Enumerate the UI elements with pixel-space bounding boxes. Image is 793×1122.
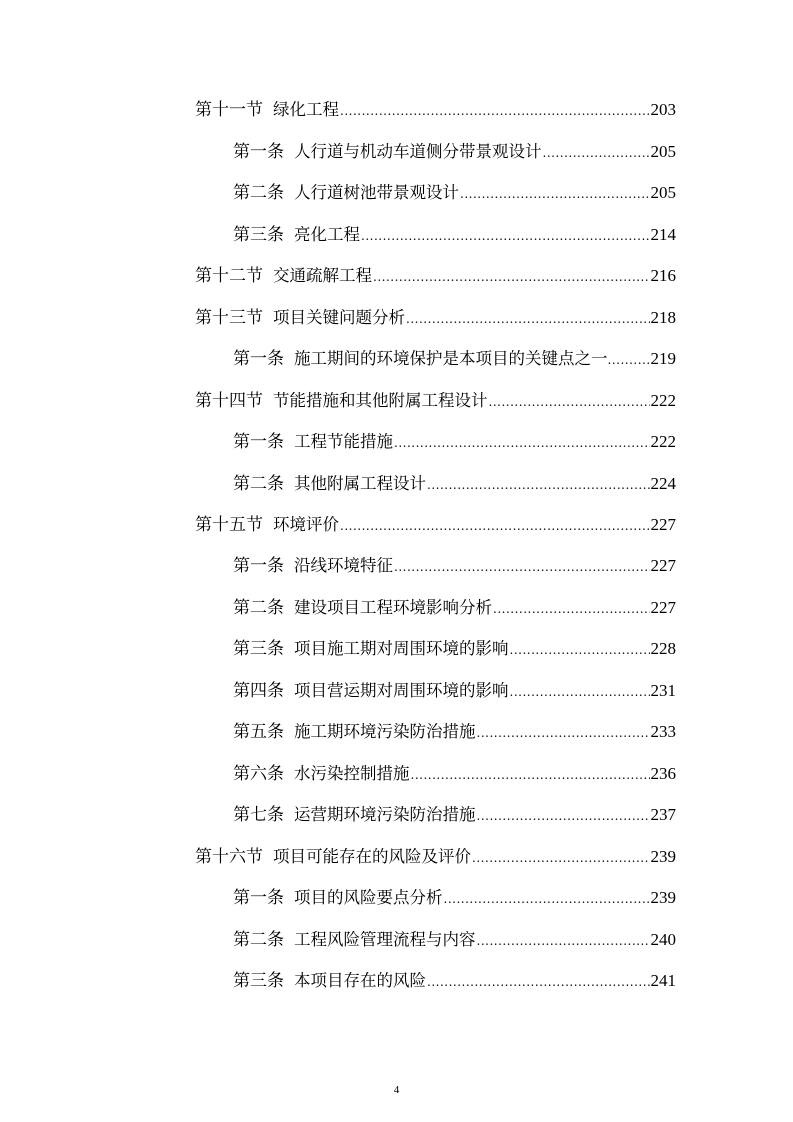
toc-entry-number: 第十四节 [195, 391, 263, 411]
dot-leader [510, 677, 650, 707]
toc-entry[interactable] [233, 137, 676, 167]
toc-entry-page: 219 [650, 349, 676, 368]
toc-entry-number: 第三条 [233, 225, 284, 245]
dot-leader [361, 221, 650, 251]
toc-entry[interactable] [233, 759, 676, 789]
toc-entry[interactable] [233, 717, 676, 747]
toc-entry-page: 241 [650, 971, 676, 990]
toc-entry-number: 第六条 [233, 764, 284, 784]
toc-entry-number: 第一条 [233, 349, 284, 369]
toc-entry-page: 227 [650, 515, 676, 534]
toc-entry[interactable] [233, 883, 676, 913]
toc-entry-number: 第一条 [233, 888, 284, 908]
toc-entry-title: 项目关键问题分析 [273, 308, 405, 327]
toc-entry[interactable] [233, 966, 676, 996]
dot-leader [489, 387, 650, 417]
toc-entry-number: 第十二节 [195, 266, 263, 286]
dot-leader [477, 801, 650, 831]
dot-leader [444, 884, 650, 914]
toc-entry-page: 239 [650, 847, 676, 866]
toc-entry[interactable] [233, 427, 676, 457]
toc-entry[interactable] [233, 593, 676, 623]
toc-entry-number: 第十三节 [195, 308, 263, 328]
toc-entry[interactable] [195, 842, 676, 872]
toc-entry-title: 人行道树池带景观设计 [294, 183, 459, 202]
toc-entry-number: 第十五节 [195, 515, 263, 535]
toc-entry-page: 222 [650, 391, 676, 410]
toc-entry[interactable] [233, 634, 676, 664]
toc-entry-page: 228 [650, 639, 676, 658]
toc-entry-page: 205 [650, 183, 676, 202]
dot-leader [394, 552, 650, 582]
toc-entry-page: 239 [650, 888, 676, 907]
toc-entry-number: 第七条 [233, 805, 284, 825]
toc-entry[interactable] [195, 510, 676, 540]
toc-entry[interactable] [233, 178, 676, 208]
dot-leader [477, 926, 650, 956]
toc-entry-title: 施工期环境污染防治措施 [294, 722, 476, 741]
dot-leader [406, 304, 650, 334]
toc-entry-title: 工程风险管理流程与内容 [294, 930, 476, 949]
dot-leader [411, 760, 650, 790]
toc-entry-title: 沿线环境特征 [294, 556, 393, 575]
toc-entry-title: 绿化工程 [273, 100, 339, 119]
toc-entry-page: 203 [650, 100, 676, 119]
toc-entry-title: 其他附属工程设计 [294, 474, 426, 493]
toc-entry-number: 第三条 [233, 971, 284, 991]
toc-entry[interactable] [195, 303, 676, 333]
dot-leader [608, 345, 651, 375]
dot-leader [472, 843, 650, 873]
toc-entry-title: 施工期间的环境保护是本项目的关键点之一 [294, 349, 608, 368]
dot-leader [510, 635, 650, 665]
toc-entry[interactable] [233, 676, 676, 706]
dot-leader [394, 428, 650, 458]
toc-entry-title: 人行道与机动车道侧分带景观设计 [294, 142, 542, 161]
toc-entry-title: 本项目存在的风险 [294, 971, 426, 990]
toc-entry-page: 240 [650, 930, 676, 949]
toc-entry[interactable] [195, 95, 676, 125]
dot-leader [543, 138, 650, 168]
toc-entry-title: 工程节能措施 [294, 432, 393, 451]
toc-entry-page: 227 [650, 556, 676, 575]
dot-leader [340, 96, 650, 126]
toc-entry-number: 第四条 [233, 681, 284, 701]
toc-entry-title: 节能措施和其他附属工程设计 [273, 391, 488, 410]
toc-entry-page: 216 [650, 266, 676, 285]
toc-entry[interactable] [233, 469, 676, 499]
dot-leader [427, 967, 650, 997]
toc-entry-page: 218 [650, 308, 676, 327]
toc-entry-number: 第一条 [233, 142, 284, 162]
toc-entry-number: 第三条 [233, 639, 284, 659]
toc-entry-page: 214 [650, 225, 676, 244]
toc-entry-number: 第一条 [233, 432, 284, 452]
toc-entry-number: 第五条 [233, 722, 284, 742]
dot-leader [373, 262, 650, 292]
toc-entry-title: 水污染控制措施 [294, 764, 410, 783]
dot-leader [477, 718, 650, 748]
toc-entry-number: 第一条 [233, 556, 284, 576]
toc-entry-page: 227 [650, 598, 676, 617]
toc-entry-page: 224 [650, 474, 676, 493]
toc-entry-title: 环境评价 [273, 515, 339, 534]
toc-entry[interactable] [233, 220, 676, 250]
toc-entry[interactable] [233, 925, 676, 955]
dot-leader [460, 179, 650, 209]
toc-entry-title: 亮化工程 [294, 225, 360, 244]
toc-entry-number: 第二条 [233, 598, 284, 618]
toc-entry-page: 231 [650, 681, 676, 700]
toc-entry-title: 项目可能存在的风险及评价 [273, 847, 471, 866]
toc-entry[interactable] [233, 551, 676, 581]
toc-entry-title: 交通疏解工程 [273, 266, 372, 285]
toc-entry-page: 236 [650, 764, 676, 783]
toc-entry[interactable] [233, 800, 676, 830]
toc-entry-number: 第十一节 [195, 100, 263, 120]
toc-entry-title: 项目施工期对周围环境的影响 [294, 639, 509, 658]
toc-entry-title: 运营期环境污染防治措施 [294, 805, 476, 824]
page-number: 4 [393, 1084, 400, 1096]
toc-entry-page: 205 [650, 142, 676, 161]
toc-entry-page: 237 [650, 805, 676, 824]
toc-entry-number: 第二条 [233, 183, 284, 203]
dot-leader [427, 470, 650, 500]
toc-entry-number: 第二条 [233, 930, 284, 950]
toc-entry-title: 建设项目工程环境影响分析 [294, 598, 492, 617]
toc-entry[interactable] [195, 386, 676, 416]
toc-entry[interactable] [233, 344, 676, 374]
toc-entry-number: 第二条 [233, 474, 284, 494]
toc-entry-number: 第十六节 [195, 847, 263, 867]
toc-entry-title: 项目营运期对周围环境的影响 [294, 681, 509, 700]
dot-leader [340, 511, 650, 541]
toc-entry-title: 项目的风险要点分析 [294, 888, 443, 907]
dot-leader [493, 594, 650, 624]
toc-entry[interactable] [195, 261, 676, 291]
toc-entry-page: 233 [650, 722, 676, 741]
toc-entry-page: 222 [650, 432, 676, 451]
